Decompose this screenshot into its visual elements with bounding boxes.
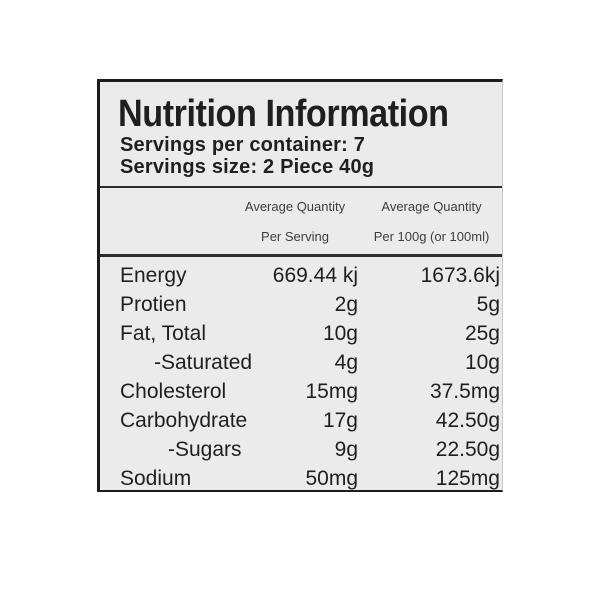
per-100g-value: 5g (476, 292, 500, 316)
table-row-protein (100, 290, 502, 319)
table-row-sugars (100, 435, 502, 464)
per-serving-column-header (225, 200, 365, 254)
per-100g-column-header (365, 200, 498, 254)
table-row-saturated (100, 348, 502, 377)
servings-per-container: Servings per container: 7 (120, 134, 366, 156)
per-100g-value: 1673.6kj (420, 263, 500, 287)
table-row-carbohydrate (100, 406, 502, 435)
per-serving-value: 669.44 kj (272, 263, 358, 287)
per-100g-value: 10g (464, 350, 500, 374)
nutrient-name: Energy (120, 263, 187, 287)
table-row-energy (100, 261, 502, 290)
nutrient-column-spacer (120, 200, 225, 254)
per-serving-value: 2g (334, 292, 358, 316)
per-serving-value: 50mg (305, 466, 358, 490)
per-serving-value: 15mg (305, 379, 358, 403)
per-100g-value: 42.50g (435, 408, 500, 432)
per-serving-value: 17g (322, 408, 358, 432)
per-100g-value: 25g (464, 321, 500, 345)
per-100g-header-line2: Per 100g (or 100ml) (373, 229, 490, 244)
nutrient-name: -Saturated (154, 350, 253, 374)
per-100g-header-line1: Average Quantity (381, 199, 482, 214)
per-serving-header-line2: Per Serving (261, 229, 329, 244)
per-100g-value: 22.50g (435, 437, 500, 461)
nutrient-name: Fat, Total (120, 321, 206, 345)
servings-section (100, 134, 502, 178)
nutrient-name: Carbohydrate (120, 408, 248, 432)
per-100g-value: 37.5mg (429, 379, 500, 403)
nutrient-name: -Sugars (168, 437, 242, 461)
nutrient-name: Protien (120, 292, 187, 316)
per-serving-value: 4g (334, 350, 358, 374)
table-row-cholesterol (100, 377, 502, 406)
serving-size: Servings size: 2 Piece 40g (120, 156, 375, 178)
per-serving-value: 10g (322, 321, 358, 345)
nutrient-name: Sodium (120, 466, 192, 490)
nutrition-table (100, 257, 502, 492)
per-100g-value: 125mg (435, 466, 500, 490)
label-title: Nutrition Information (118, 93, 449, 135)
per-serving-value: 9g (334, 437, 358, 461)
nutrient-name: Cholesterol (120, 379, 227, 403)
per-serving-header-line1: Average Quantity (244, 199, 346, 214)
table-row-fat-total (100, 319, 502, 348)
table-row-sodium (100, 464, 502, 492)
nutrition-label (97, 79, 503, 492)
table-column-headers (100, 188, 502, 254)
